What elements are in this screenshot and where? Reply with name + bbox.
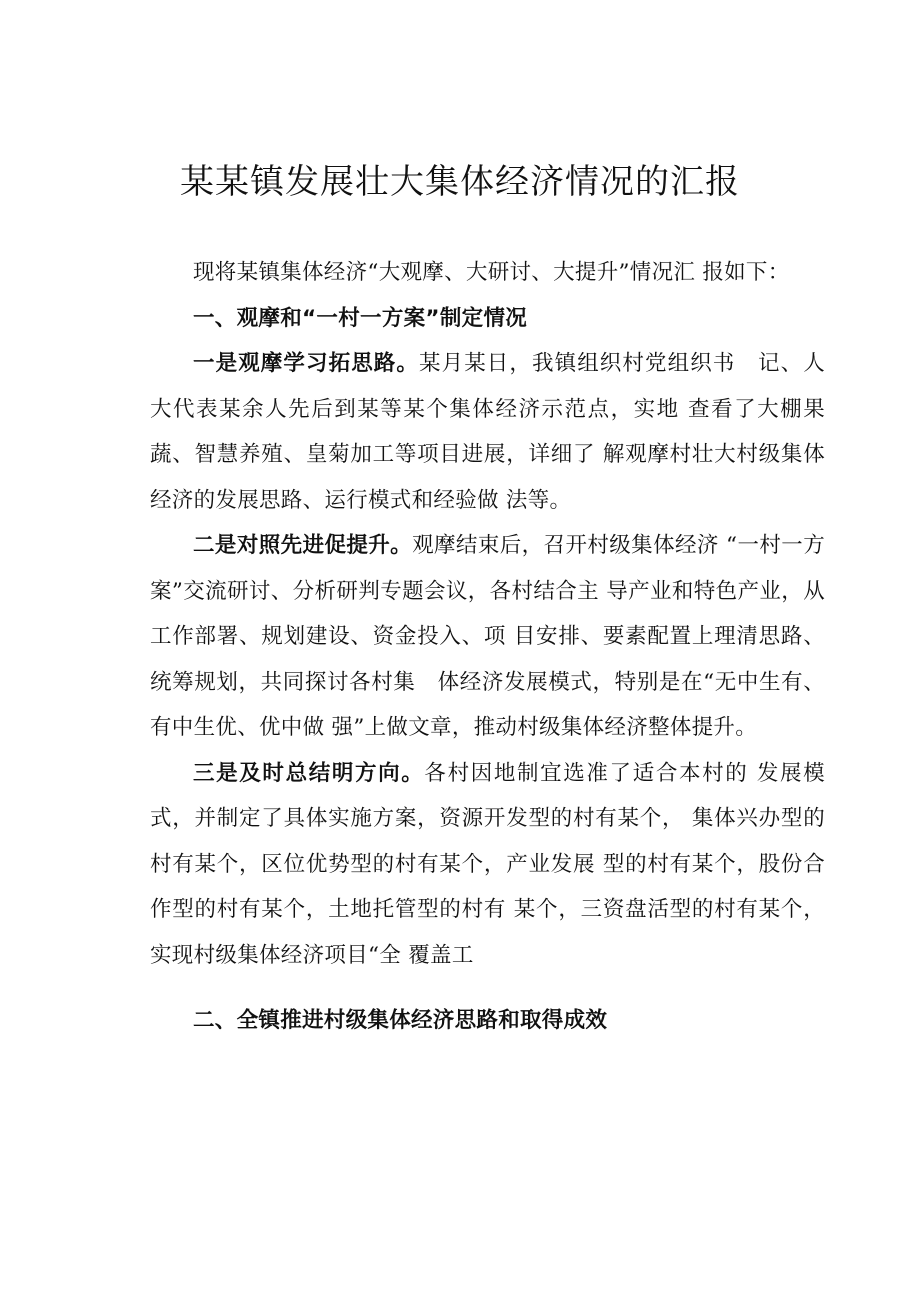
section-1-heading: 一、观摩和“一村一方案”制定情况 bbox=[193, 305, 528, 331]
document-body bbox=[150, 250, 825, 1044]
section-2-heading: 二、全镇推进村级集体经济思路和取得成效 bbox=[193, 1008, 608, 1033]
document-title: 某某镇发展壮大集体经济情况的汇报 bbox=[180, 162, 740, 202]
paragraph-3 bbox=[150, 751, 825, 979]
paragraph-2-lead: 二是对照先进促提升。 bbox=[193, 533, 413, 558]
paragraph-1-text: 某月某日，我镇组织村党组织书 记、人大代表某余人先后到某等某个集体经济示范点，实地 查看了大棚果蔬、智慧养殖、皇菊加工等项目进展，详细了 解观摩村壮大村级集体经济的发展思路、运行模式和经验做 法等。 bbox=[150, 351, 825, 513]
paragraph-1 bbox=[150, 341, 825, 523]
paragraph-3-lead: 三是及时总结明方向。 bbox=[193, 760, 425, 786]
paragraph-3-text: 各村因地制宜选准了适合本村的 发展模式，并制定了具体实施方案，资源开发型的村有某个， 集体兴办型的村有某个，区位优势型的村有某个，产业发展 型的村有某个，股份合作型的村有某个，土地托管型的村有 某个，三资盘活型的村有某个，实现村级集体经济项目“全 覆盖工 bbox=[150, 760, 825, 968]
intro-paragraph: 现将某镇集体经济“大观摩、大研讨、大提升”情况汇 报如下： bbox=[193, 260, 790, 285]
paragraph-1-lead: 一是观摩学习拓思路。 bbox=[193, 351, 419, 376]
paragraph-2-text: 观摩结束后，召开村级集体经济 “一村一方案”交流研讨、分析研判专题会议，各村结合主 导产业和特色产业，从工作部署、规划建设、资金投入、项 目安排、要素配置上理清思路、统筹规划，共同探讨各村集 体经济发展模式，特别是在“无中生有、有中生优、优中做 强”上做文章，推动村级集体经济整体提升。 bbox=[150, 533, 825, 740]
paragraph-2 bbox=[150, 523, 825, 751]
